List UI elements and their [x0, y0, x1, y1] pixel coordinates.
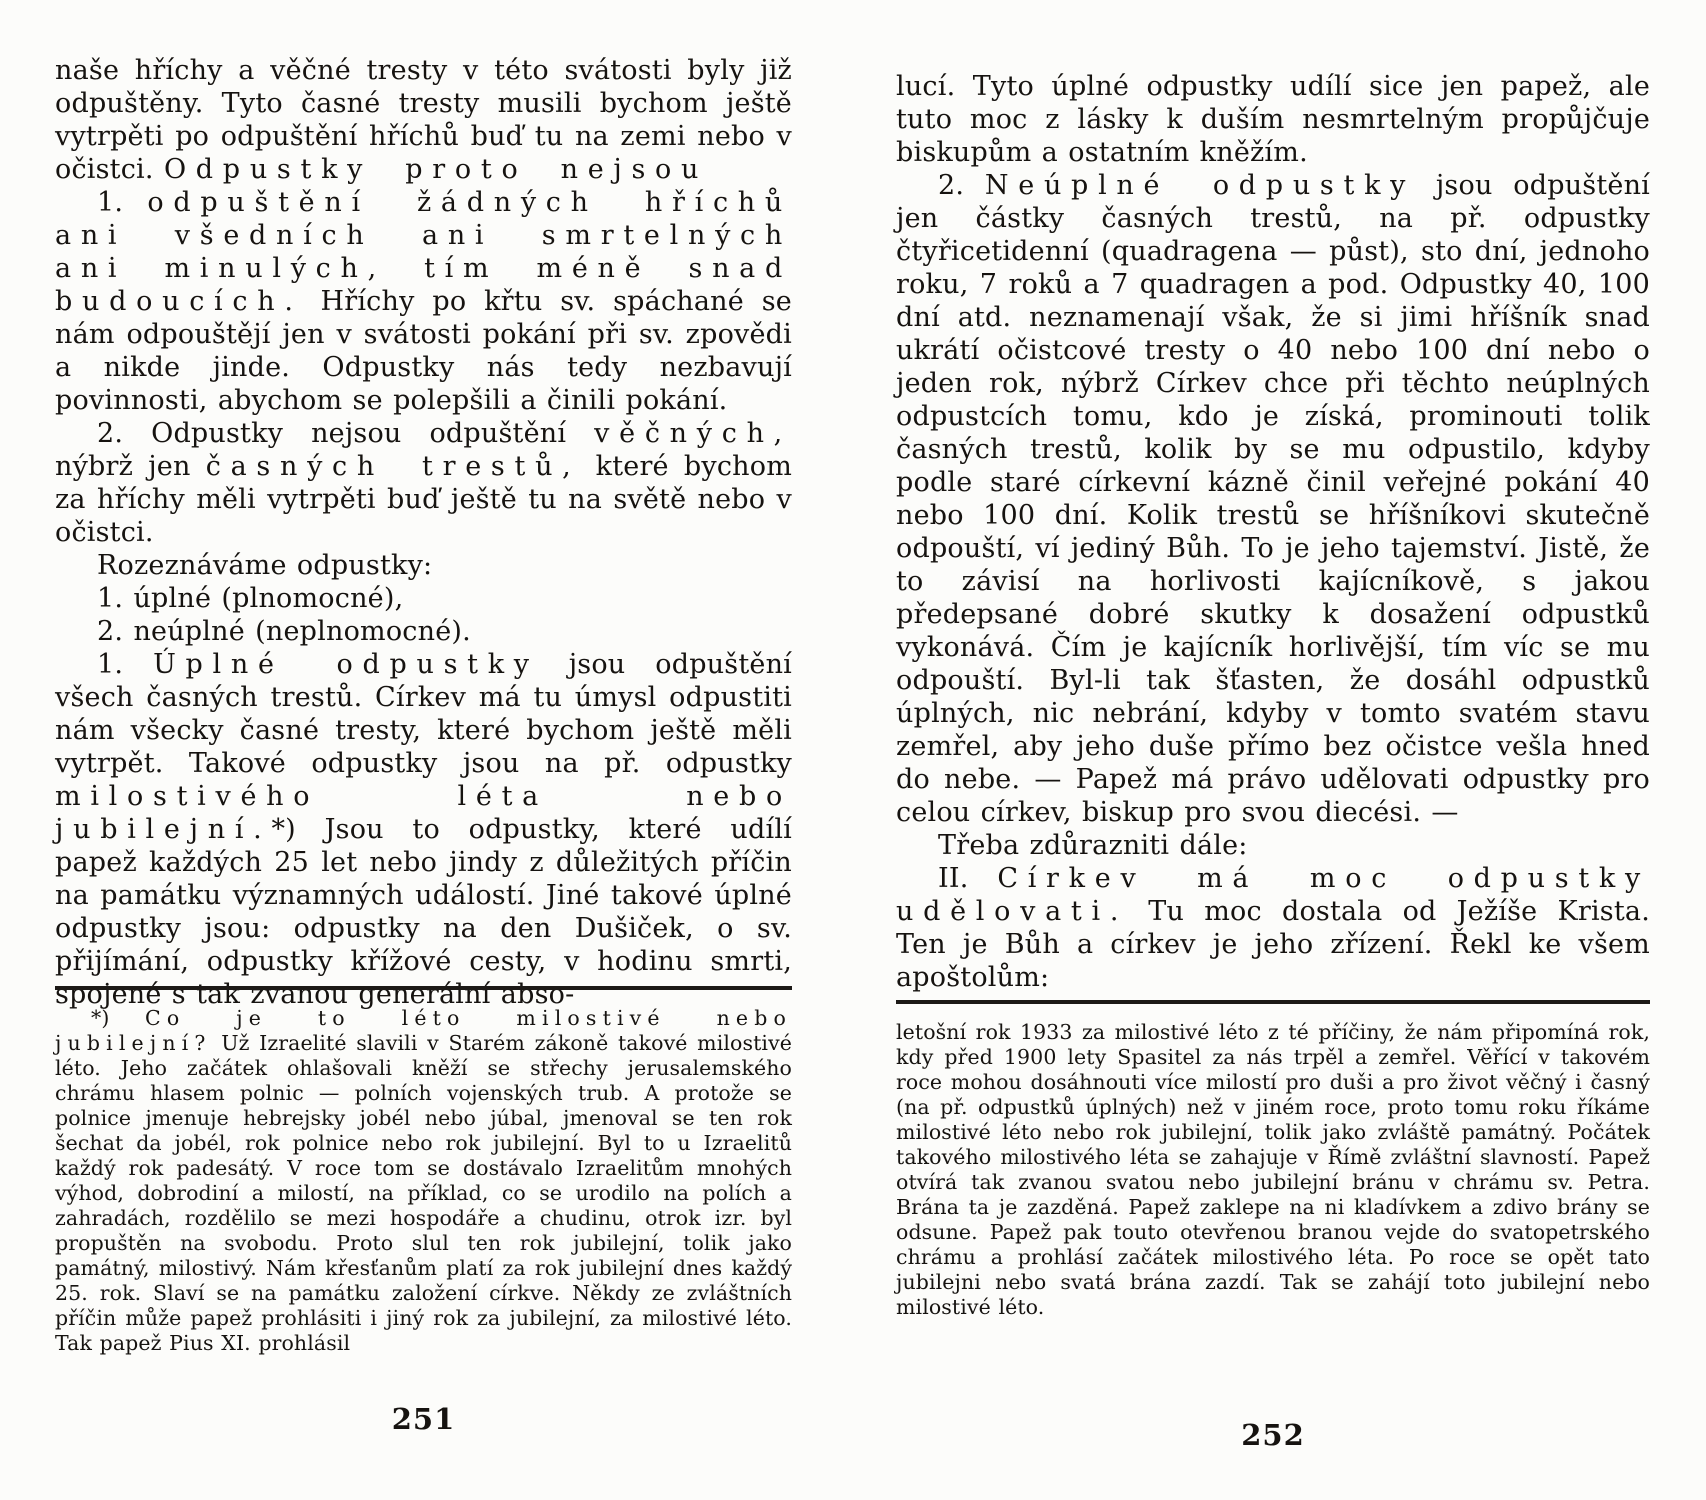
footnote-block: [55, 986, 792, 1356]
paragraph: [55, 186, 792, 417]
text-segment: Třeba zdůrazniti dále:: [938, 830, 1248, 861]
emphasized-text-segment: Odpustky proto nejsou: [163, 154, 709, 185]
footnote: [55, 1006, 792, 1356]
text-segment: 2. Odpustky nejsou odpuštění: [97, 418, 595, 449]
text-segment: Rozeznáváme odpustky:: [97, 550, 433, 581]
paragraph: [896, 829, 1650, 862]
text-segment: Hříchy po křtu sv. spáchané se nám odpouštějí jen v svátosti pokání při sv. zpovědi a nikde jinde. Odpustky nás tedy nezbavují povinnosti, abychom se polepšili a činili pokání.: [55, 286, 792, 416]
text-segment: *) Jsou to odpustky, které udílí papež každých 25 let nebo jindy z důležitých příčin na památku významných událostí. Jiné takové úplné odpustky jsou: odpustky na den Dušiček, o sv. přijímání, odpustky křížové cesty, v hodinu smrti, spojené s tak zvanou generální abso-: [55, 814, 792, 1010]
paragraph: [896, 169, 1650, 829]
page-body: [55, 54, 792, 1011]
emphasized-text-segment: milostivého léta nebo jubilejní.: [55, 781, 792, 845]
page-body: [896, 70, 1650, 994]
footnote-separator: [896, 1000, 1650, 1004]
text-segment: lucí. Tyto úplné odpustky udílí sice jen papež, ale tuto moc z lásky k duším nesmrtelným propůjčuje biskupům a ostatním kněžím.: [896, 71, 1650, 168]
text-segment: letošní rok 1933 za milostivé léto z té příčiny, že nám připomíná rok, kdy před 1900 lety Spasitel za nás trpěl a zemřel. Věřící v takovém roce mohou dosáhnouti více milostí pro duši a pro život věčný i časný (na př. odpustků úplných) než v jiném roce, proto tomu roku říkáme milostivé léto nebo rok jubilejní, tolik jako zvláště památný. Počátek takového milostivého léta se zahajuje v Římě zvláštní slavností. Papež otvírá tak zvanou svatou nebo jubilejní bránu v chrámu sv. Petra. Brána ta je zazděná. Papež zaklepe na ni kladívkem a zdivo brány se odsune. Papež pak touto otevřenou branou vejde do svatopetrského chrámu a prohlásí začátek milostivého léta. Po roce se opět tato jubilejni nebo svatá brána zazdí. Tak se zahájí toto jubilejní nebo milostivé léto.: [896, 1020, 1650, 1319]
emphasized-text-segment: odpuštění žádných hříchů ani všedních ani smrtelných ani minulých, tím méně snad budoucích.: [55, 187, 793, 317]
page-251: [55, 0, 792, 1500]
paragraph: [55, 549, 792, 582]
emphasized-text-segment: časných trestů,: [205, 451, 581, 482]
text-segment: jsou odpuštění jen částky časných trestů, na př. odpustky čtyřicetidenní (quadragena — půst), sto dní, jednoho roku, 7 roků a 7 quadragen a pod. Odpustky 40, 100 dní atd. neznamenají však, že si jimi hříšník snad ukrátí očistcové tresty o 40 nebo 100 dní nebo o jeden rok, nýbrž Církev chce při těchto neúplných odpustcích tomu, kdo je získá, prominouti tolik časných trestů, kolik by se mu odpustilo, kdyby podle staré církevní kázně činil veřejné pokání 40 nebo 100 dní. Kolik trestů se hříšníkovi skutečně odpouští, ví jediný Bůh. To je jeho tajemství. Jistě, že to závisí na horlivosti kajícníkově, s jakou předepsané dobré skutky k dosažení odpustků vykonává. Čím je kajícník horlivější, tím víc se mu odpouští. Byl-li tak šťasten, že dosáhl odpustků úplných, nic nebrání, kdyby v tomto svatém stavu zemřel, aby jeho duše přímo bez očistce vešla hned do nebe. — Papež má právo udělovati odpustky pro celou církev, biskup pro svou diecési. —: [896, 170, 1650, 828]
emphasized-text-segment: Církev má moc odpustky udělovati.: [896, 863, 1650, 927]
paragraph: [55, 54, 792, 186]
text-segment: Tu moc dostala od Ježíše Krista. Ten je Bůh a církev je jeho zřízení. Řekl ke všem apoštolům:: [896, 896, 1650, 993]
paragraph: [55, 648, 792, 1011]
page-number: 251: [391, 1402, 456, 1436]
text-segment: 1.: [97, 649, 154, 680]
text-segment: *): [91, 1006, 146, 1030]
paragraph: [55, 1006, 792, 1356]
text-segment: jsou odpuštění všech časných trestů. Církev má tu úmysl odpustiti nám všecky časné tresty, které bychom ještě měli vytrpět. Takové odpustky jsou na př. odpustky: [55, 649, 792, 779]
emphasized-text-segment: Úplné odpustky: [153, 649, 539, 680]
paragraph: [896, 862, 1650, 994]
page-number: 252: [1241, 1418, 1305, 1452]
text-segment: II.: [938, 863, 998, 894]
page-252: [896, 0, 1650, 1500]
paragraph: [896, 70, 1650, 169]
paragraph: [55, 582, 792, 615]
footnote: [896, 1020, 1650, 1320]
emphasized-text-segment: Neúplné odpustky: [984, 170, 1416, 201]
emphasized-text-segment: věčných,: [594, 418, 792, 449]
emphasized-text-segment: Co je to léto milostivé nebo jubilejní?: [55, 1006, 792, 1055]
text-segment: nýbrž jen: [55, 451, 206, 482]
text-segment: 1.: [97, 187, 148, 218]
text-segment: které bychom za hříchy měli vytrpěti buď ještě tu na světě nebo v očistci.: [55, 451, 793, 548]
paragraph: [55, 417, 792, 549]
text-segment: 2.: [938, 170, 985, 201]
text-segment: 1. úplné (plnomocné),: [97, 583, 404, 614]
footnote-block: [896, 1000, 1650, 1320]
paragraph: [896, 1020, 1650, 1320]
text-segment: 2. neúplné (neplnomocné).: [97, 616, 471, 647]
footnote-separator: [55, 986, 792, 990]
text-segment: naše hříchy a věčné tresty v této svátosti byly již odpuštěny. Tyto časné tresty musili bychom ještě vytrpěti po odpuštění hříchů buď tu na zemi nebo v očistci.: [55, 55, 792, 185]
paragraph: [55, 615, 792, 648]
text-segment: Už Izraelité slavili v Starém zákoně takové milostivé léto. Jeho začátek ohlašovali kněží se střechy jerusalemského chrámu hlasem polnic — polních vojenských trub. A protože se polnice jmenuje hebrejsky jobél nebo júbal, jmenoval se ten rok šechat da jobél, rok polnice nebo rok jubilejní. Byl to u Izraelitů každý rok padesátý. V roce tom se dostávalo Izraelitům mnohých výhod, dobrodiní a milostí, na příklad, co se urodilo na polích a zahradách, rozdělilo se mezi hospodáře a chudinu, otrok izr. byl propuštěn na svobodu. Proto slul ten rok jubilejní, tolik jako památný, milostivý. Nám křesťanům platí za rok jubilejní dnes každý 25. rok. Slaví se na památku založení církve. Někdy ze zvláštních příčin může papež prohlásiti i jiný rok za jubilejní, za milostivé léto. Tak papež Pius XI. prohlásil: [55, 1031, 792, 1355]
